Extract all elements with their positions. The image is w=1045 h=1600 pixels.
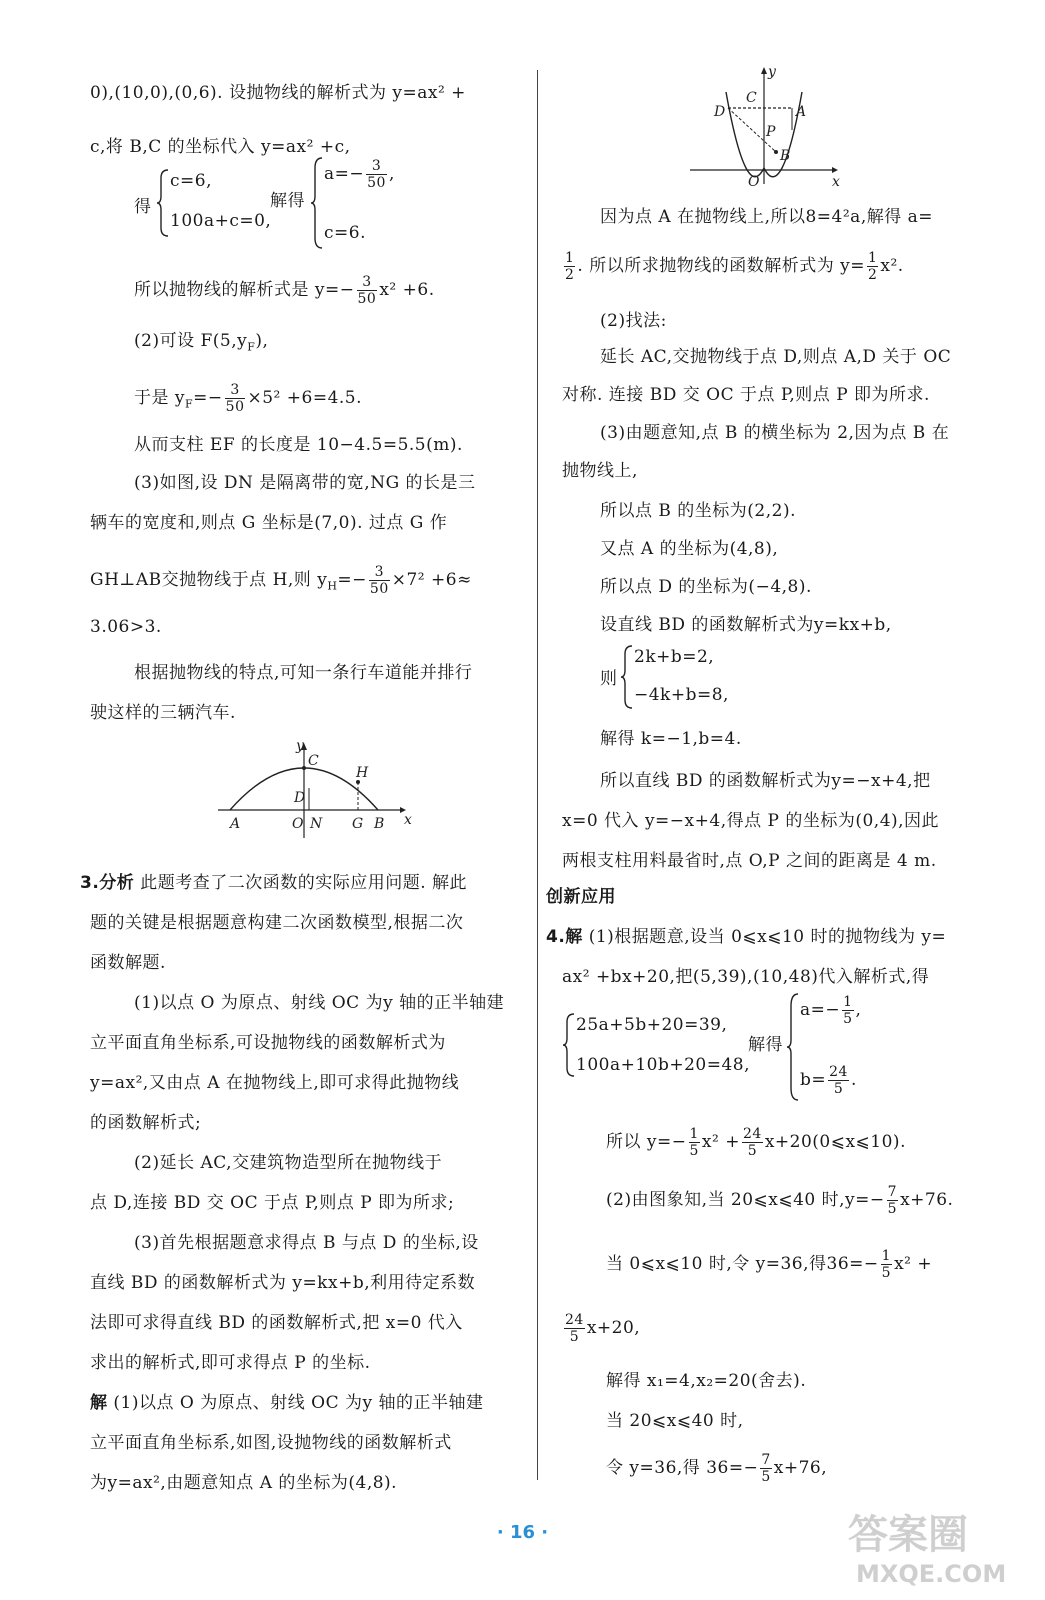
left-brace-icon xyxy=(156,168,170,238)
label-B: B xyxy=(374,816,385,832)
text-line: 解得 xyxy=(748,1035,783,1055)
text-line: 辆车的宽度和,则点 G 坐标是(7,0). 过点 G 作 xyxy=(90,513,448,533)
text-line: 于是 $y_F=-$ $\frac{3}{50}$ ×5² +6=4.5. xyxy=(134,382,363,415)
text-line: 从而支柱 EF 的长度是 10−4.5=5.5(m). xyxy=(134,435,463,455)
text-line: 立平面直角坐标系,如图,设抛物线的函数解析式 xyxy=(90,1433,452,1453)
section-heading: 创新应用 xyxy=(546,887,616,907)
text-line: 又点 A 的坐标为(4,8), xyxy=(600,539,779,559)
page-number: · 16 · xyxy=(496,1522,549,1543)
text-line: 所以抛物线的解析式是 y=− $\frac{3}{50}$ x² +6. xyxy=(134,274,435,307)
text-line: 所以点 D 的坐标为(−4,8). xyxy=(600,577,812,597)
text-line: 解得 k=−1,b=4. xyxy=(600,729,742,749)
equation: c=6, xyxy=(170,171,212,191)
label-A: A xyxy=(230,816,241,832)
text-line: 两根支柱用料最省时,点 O,P 之间的距离是 4 m. xyxy=(562,851,937,871)
left-brace-icon xyxy=(786,992,800,1102)
text-line: 为y=ax²,由题意知点 A 的坐标为(4,8). xyxy=(90,1473,398,1493)
label-A: A xyxy=(796,104,807,120)
text-line: 立平面直角坐标系,可设抛物线的函数解析式为 xyxy=(90,1033,446,1053)
watermark-logo-icon xyxy=(836,1500,1036,1590)
left-brace-icon xyxy=(620,644,634,710)
text-line: (2)找法: xyxy=(600,311,667,331)
equation: b= $\frac{24}{5}$ . xyxy=(800,1064,857,1097)
text-line: 所以 y=− $\frac{1}{5}$ x² + $\frac{24}{5}$ x+20(0⩽x⩽10). xyxy=(606,1126,906,1159)
text-line: 法即可求得直线 BD 的函数解析式,把 x=0 代入 xyxy=(90,1313,463,1333)
equation: 100a+10b+20=48, xyxy=(576,1055,750,1075)
text-line: 延长 AC,交抛物线于点 D,则点 A,D 关于 OC xyxy=(600,347,952,367)
text-line: 驶这样的三辆汽车. xyxy=(90,703,236,723)
label-O: O xyxy=(748,174,760,190)
building-parabola-figure xyxy=(686,64,846,190)
text-line: x=0 代入 y=−x+4,得点 P 的坐标为(0,4),因此 xyxy=(562,811,940,831)
text-line: 所以直线 BD 的函数解析式为y=−x+4,把 xyxy=(600,771,931,791)
text-line: 当 20⩽x⩽40 时, xyxy=(606,1411,744,1431)
text-line: $\frac{1}{2}$ . 所以所求抛物线的函数解析式为 y= $\frac{1}{2}$ x². xyxy=(565,250,904,283)
equation: a=− $\frac{3}{50}$ , xyxy=(324,158,395,191)
label-x: x xyxy=(404,812,412,828)
label-G: G xyxy=(352,816,364,832)
text-line: (1)以点 O 为原点、射线 OC 为y 轴的正半轴建 xyxy=(134,993,505,1013)
label-H: H xyxy=(356,765,369,781)
text-line: 得 xyxy=(134,197,152,217)
text-line: (2)延长 AC,交建筑物造型所在抛物线于 xyxy=(134,1153,443,1173)
label-N: N xyxy=(310,816,323,832)
text-line: 求出的解析式,即可求得点 P 的坐标. xyxy=(90,1353,371,1373)
text-line: 3.06>3. xyxy=(90,617,162,637)
text-line: 点 D,连接 BD 交 OC 于点 P,则点 P 即为所求; xyxy=(90,1193,455,1213)
text-line: 所以点 B 的坐标为(2,2). xyxy=(600,501,797,521)
text-line: ax² +bx+20,把(5,39),(10,48)代入解析式,得 xyxy=(562,967,930,987)
text-line: $\frac{24}{5}$ x+20, xyxy=(565,1312,641,1345)
text-line: 当 0⩽x⩽10 时,令 y=36,得36=− $\frac{1}{5}$ x² + xyxy=(606,1248,933,1281)
equation: 100a+c=0, xyxy=(170,211,272,231)
text-line: (3)首先根据题意求得点 B 与点 D 的坐标,设 xyxy=(134,1233,479,1253)
svg-text:答案圈: 答案圈 xyxy=(848,1512,968,1558)
text-line: 的函数解析式; xyxy=(90,1113,202,1133)
label-D: D xyxy=(294,790,306,806)
svg-text:MXQE.COM: MXQE.COM xyxy=(856,1560,1007,1588)
text-line: 对称. 连接 BD 交 OC 于点 P,则点 P 即为所求. xyxy=(562,385,930,405)
text-line: 则 xyxy=(600,669,618,689)
text-line: 抛物线上, xyxy=(562,461,638,481)
text-line: 解得 x₁=4,x₂=20(舍去). xyxy=(606,1371,807,1391)
label-O: O xyxy=(292,816,304,832)
label-C: C xyxy=(746,90,757,106)
equation: c=6. xyxy=(324,223,366,243)
solution-header: 解 (1)以点 O 为原点、射线 OC 为y 轴的正半轴建 xyxy=(90,1393,484,1413)
text-line: 解得 xyxy=(270,191,305,211)
equation: −4k+b=8, xyxy=(634,685,729,705)
text-line: 题的关键是根据题意构建二次函数模型,根据二次 xyxy=(90,913,464,933)
label-C: C xyxy=(308,753,319,769)
text-line: 0),(10,0),(0,6). 设抛物线的解析式为 y=ax² + xyxy=(90,83,466,103)
equation: 2k+b=2, xyxy=(634,647,715,667)
text-line: 因为点 A 在抛物线上,所以8=4²a,解得 a= xyxy=(600,207,934,227)
label-x: x xyxy=(832,174,840,190)
text-line: 设直线 BD 的函数解析式为y=kx+b, xyxy=(600,615,892,635)
label-D: D xyxy=(714,104,726,120)
text-line: y=ax²,又由点 A 在抛物线上,即可求得此抛物线 xyxy=(90,1073,460,1093)
text-line: c,将 B,C 的坐标代入 y=ax² +c, xyxy=(90,137,351,157)
column-divider xyxy=(537,70,538,1480)
question-3-header: 3.分析 此题考查了二次函数的实际应用问题. 解此 xyxy=(80,873,468,893)
label-y: y xyxy=(296,740,304,754)
text-line: 根据抛物线的特点,可知一条行车道能并排行 xyxy=(134,663,473,683)
label-y: y xyxy=(768,64,776,80)
question-4-header: 4.解 (1)根据题意,设当 0⩽x⩽10 时的抛物线为 y= xyxy=(546,927,947,947)
text-line: GH⊥AB交抛物线于点 H,则 $y_H=-$ $\frac{3}{50}$ ×7² +6≈ xyxy=(90,564,472,597)
left-brace-icon xyxy=(562,1012,576,1078)
equation: a=− $\frac{1}{5}$ , xyxy=(800,994,862,1027)
left-brace-icon xyxy=(310,156,324,250)
equation: 25a+5b+20=39, xyxy=(576,1015,728,1035)
text-line: 令 y=36,得 36=− $\frac{7}{5}$ x+76, xyxy=(606,1452,828,1485)
text-line: (2)可设 $F(5,y_F)$, xyxy=(134,331,269,354)
text-line: (3)如图,设 DN 是隔离带的宽,NG 的长是三 xyxy=(134,473,476,493)
label-B: B xyxy=(780,148,791,164)
label-P: P xyxy=(766,124,776,140)
parabola-figure xyxy=(216,740,416,840)
text-line: (2)由图象知,当 20⩽x⩽40 时,y=− $\frac{7}{5}$ x+76. xyxy=(606,1184,954,1217)
text-line: 直线 BD 的函数解析式为 y=kx+b,利用待定系数 xyxy=(90,1273,476,1293)
text-line: 函数解题. xyxy=(90,953,166,973)
text-line: (3)由题意知,点 B 的横坐标为 2,因为点 B 在 xyxy=(600,423,950,443)
